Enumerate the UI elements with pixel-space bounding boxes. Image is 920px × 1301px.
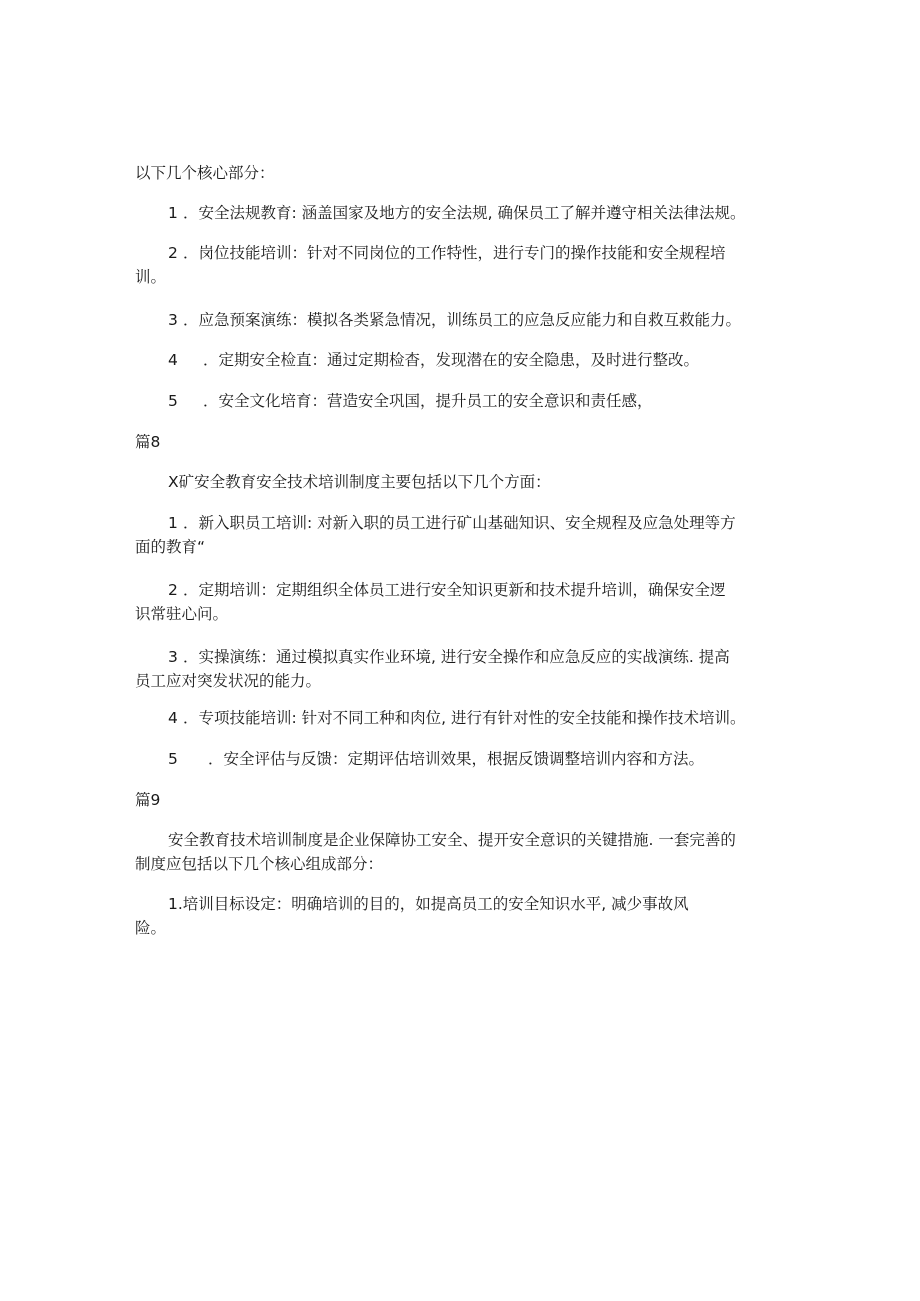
section9-heading: 篇9 (135, 791, 161, 809)
list-item-text: ．安全法规教育: 涵盖国家及地方的安全法规, 确保员工了解并遵守相关法律法规。 (183, 204, 746, 222)
list-item-text: ．实操演练：通过模拟真实作业环境, 进行安全操作和应急反应的实战演练. 提高 (183, 648, 730, 666)
section9-paragraph-line: 安全教育技术培训制度是企业保障协工安全、提开安全意识的关键措施. 一套完善的 (168, 831, 736, 849)
list-item-text: ．岗位技能培训：针对不同岗位的工作特性，进行专门的操作技能和安全规程培 (183, 244, 726, 262)
list-item-continuation: 员工应对突发状况的能力。 (135, 672, 322, 690)
list-item-number: 1 (168, 204, 178, 222)
list-item-number: 1 (168, 514, 178, 532)
section9-paragraph-line: 制度应包括以下几个核心组成部分： (135, 855, 384, 873)
section9-item-line: 1.培训目标设定：明确培训的目的，如提高员工的安全知识水平, 减少事故风 (168, 895, 689, 913)
section9-item-line: 险。 (135, 919, 167, 937)
list-item-number: 4 (168, 351, 178, 369)
list-item-number: 3 (168, 648, 178, 666)
list-item-number: 5 (168, 392, 178, 410)
list-item-text: ．定期培训：定期组织全体员工进行安全知识更新和技术提升培训，确保安全逻 (183, 581, 726, 599)
list-item-number: 2 (168, 244, 178, 262)
intro-line: 以下几个核心部分： (135, 164, 275, 182)
list-item-number: 3 (168, 311, 178, 329)
list-item-text: ．应急预案演练：模拟各类紧急情况，训练员工的应急反应能力和自救互救能力。 (183, 311, 742, 329)
list-item-text: ．安全文化培育：营造安全巩国，提升员工的安全意识和责任感， (203, 392, 653, 410)
list-item-text: ．定期安全检直：通过定期检杳，发现潜在的安全隐患，及时进行整改。 (203, 351, 700, 369)
section8-intro: X矿安全教育安全技术培训制度主要包括以下几个方面： (168, 473, 551, 491)
list-item-text: ．专项技能培训: 针对不同工种和肉位, 进行有针对性的安全技能和操作技术培训。 (183, 709, 746, 727)
list-item-continuation: 训。 (135, 268, 167, 286)
list-item-number: 5 (168, 750, 178, 768)
section8-heading: 篇8 (135, 433, 161, 451)
list-item-text: ．安全评估与反馈：定期评估培训效果，根据反馈调整培训内容和方法。 (208, 750, 705, 768)
list-item-text: ．新入职员工培训: 对新入职的员工进行矿山基础知识、安全规程及应急处理等方 (183, 514, 736, 532)
list-item-number: 2 (168, 581, 178, 599)
list-item-continuation: 面的教育“ (135, 538, 206, 556)
list-item-continuation: 识常驻心问。 (135, 605, 229, 623)
list-item-number: 4 (168, 709, 178, 727)
